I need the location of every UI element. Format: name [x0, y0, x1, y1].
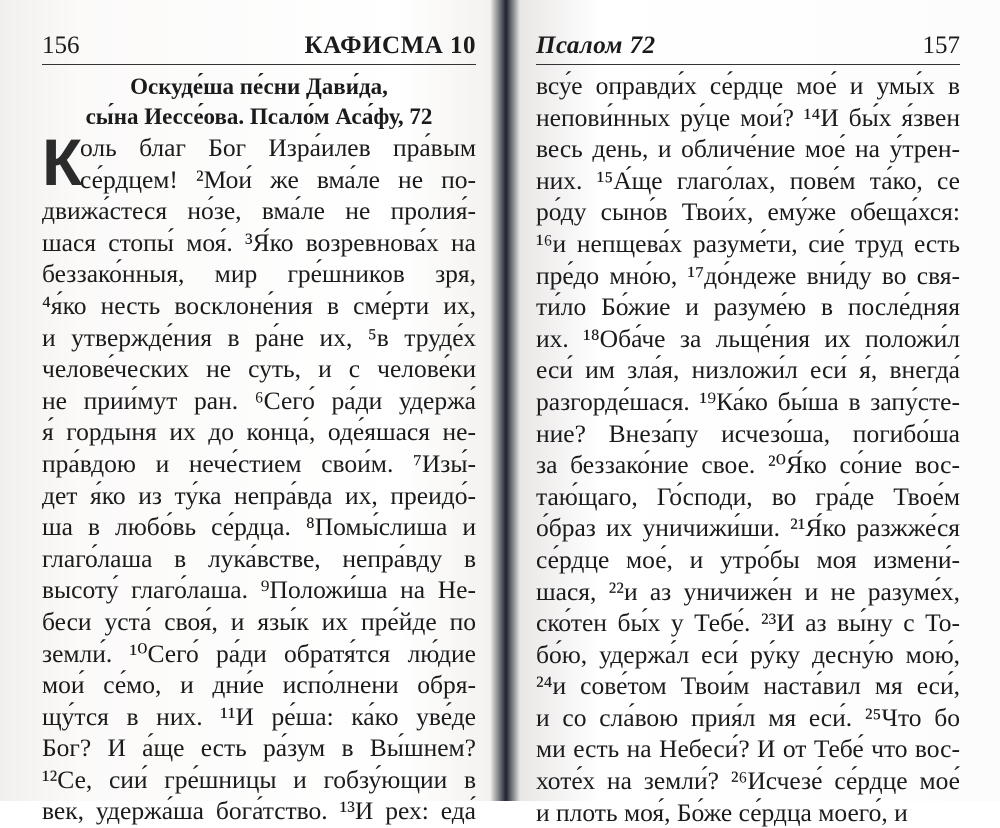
text-line: движа́стеся но́зе, вма́ле не пролия́- — [42, 196, 476, 226]
text-line: весь день, и обличе́ние мое́ на у́трен- — [536, 134, 960, 164]
text-line: ша в любо́вь се́рдца. ⁸Помы́слиша и — [42, 512, 476, 542]
text-line: таю́щаго, Го́споди, во гра́де Твое́м — [536, 481, 960, 511]
drop-cap: К — [42, 125, 83, 199]
text-line: ¹²Се, сии́ гре́шницы и гобзу́ющии в — [42, 764, 476, 794]
text-line: высоту́ глаго́лаша. ⁹Положи́ша на Не- — [42, 575, 476, 605]
text-line: ти́ло Бо́жие и разуме́ю в после́дняя — [536, 292, 960, 322]
text-line: еси́ им зла́я, низложи́л еси́ я́, внегда́ — [536, 355, 960, 385]
running-head-left: КАФИСМА 10 — [304, 32, 476, 59]
right-page — [506, 0, 1000, 827]
text-line: них. ¹⁵А́ще глаго́лах, пове́м та́ко, се — [536, 165, 960, 195]
text-line: ²⁴и сове́том Твои́м наста́вил мя еси́, — [536, 671, 960, 701]
page-number-right: 157 — [922, 32, 960, 59]
left-page-text — [42, 125, 476, 827]
text-line: пра́вдою и нече́стием свои́м. ⁷Изы́- — [42, 448, 476, 478]
text-line: оль благ Бог Изра́илев пра́вым — [80, 133, 476, 162]
text-line: Бог? И а́ще есть ра́зум в Вы́шнем? — [42, 733, 476, 763]
text-line: челове́ческих не суть, и с челове́ки — [42, 354, 476, 384]
page-number-left: 156 — [42, 32, 80, 59]
text-line: беззако́нныя, мир гре́шников зря, — [42, 259, 476, 289]
text-line: разгорде́шася. ¹⁹Ка́ко бы́ша в запу́сте- — [536, 386, 960, 416]
text-line: я́ гордыня их до конца́, оде́яшася не- — [42, 417, 476, 447]
text-line: непови́нных ру́це мои́? ¹⁴И бы́х я́звен — [536, 102, 960, 132]
text-line: шася стопы́ моя́. ³Я́ко возревнова́х на — [42, 227, 476, 257]
text-line: их. ¹⁸Оба́че за льще́ния их положи́л — [536, 323, 960, 353]
text-line: и утвержде́ния в ра́не их, ⁵в труде́х — [42, 322, 476, 352]
text-line: земли́. ¹⁰Сего́ ра́ди обратя́тся лю́дие — [42, 638, 476, 668]
text-line: дет я́ко из ту́ка непра́вда их, преидо́- — [42, 480, 476, 510]
text-line: не прии́мут ран. ⁶Сего́ ра́ди удержа́ — [42, 385, 476, 415]
text-line: ¹⁶и непщева́х разуме́ти, сие́ труд есть — [536, 228, 960, 258]
text-line: щу́тся в них. ¹¹И ре́ша: ка́ко уве́де — [42, 701, 476, 731]
text-line: век, удержа́ша бога́тство. ¹³И рех: еда́ — [42, 796, 476, 826]
text-line: всу́е оправди́х се́рдце мое́ и умы́х в — [536, 71, 960, 100]
running-head-right: Псалом 72 — [536, 32, 656, 59]
psalm-title-line: сы́на Иессе́ова. Псало́м Аса́фу, 72 — [85, 104, 433, 129]
right-page-header — [536, 30, 960, 65]
text-line: мои́ се́мо, и дни́е испо́лнени обря- — [42, 670, 476, 700]
text-line: бо́ю, удержа́л еси́ ру́ку десну́ю мою́, — [536, 639, 960, 669]
text-line: о́браз их уничижи́ши. ²¹Я́ко разжже́ся — [536, 513, 960, 543]
text-line: пре́до мно́ю, ¹⁷до́ндеже вни́ду во свя- — [536, 260, 960, 290]
text-line: и плоть моя́, Бо́же се́рдца моего́, и — [536, 797, 908, 827]
text-line: се́рдце мое́, и утро́бы моя измени́- — [536, 544, 960, 574]
text-line: се́рдцем! ²Мои́ же вма́ле не по- — [80, 164, 476, 194]
right-page-text — [536, 70, 960, 828]
text-line: ми есть на Небеси́? И от Тебе́ что вос- — [536, 734, 960, 764]
text-line: беси уста́ своя́, и язы́к их пре́йде по — [42, 606, 476, 636]
text-line: ⁴я́ко несть восклоне́ния в сме́рти их, — [42, 290, 476, 320]
text-line: ско́тен бы́х у Тебе́. ²³И аз вы́ну с То- — [536, 608, 960, 638]
left-page — [0, 0, 500, 826]
text-line: шася, ²²и аз уничиже́н и не разуме́х, — [536, 576, 960, 606]
psalm-title — [42, 72, 476, 132]
text-line: ро́ду сыно́в Твои́х, ему́же обеща́хся: — [536, 197, 960, 227]
text-line: глаго́лаша в лука́встве, непра́вду в — [42, 543, 476, 573]
text-line: и со сла́вою прия́л мя еси́. ²⁵Что бо — [536, 702, 960, 732]
text-line: ние? Внеза́пу исчезо́ша, погибо́ша — [536, 418, 960, 448]
left-page-header — [42, 30, 476, 65]
text-line: хоте́х на земли́? ²⁶Исчезе́ се́рдце мое́ — [536, 766, 960, 796]
psalm-title-line: Оскуде́ша пе́сни Дави́да, — [130, 74, 388, 99]
text-line: за беззако́ние свое. ²⁰Я́ко со́ние вос- — [536, 450, 960, 480]
